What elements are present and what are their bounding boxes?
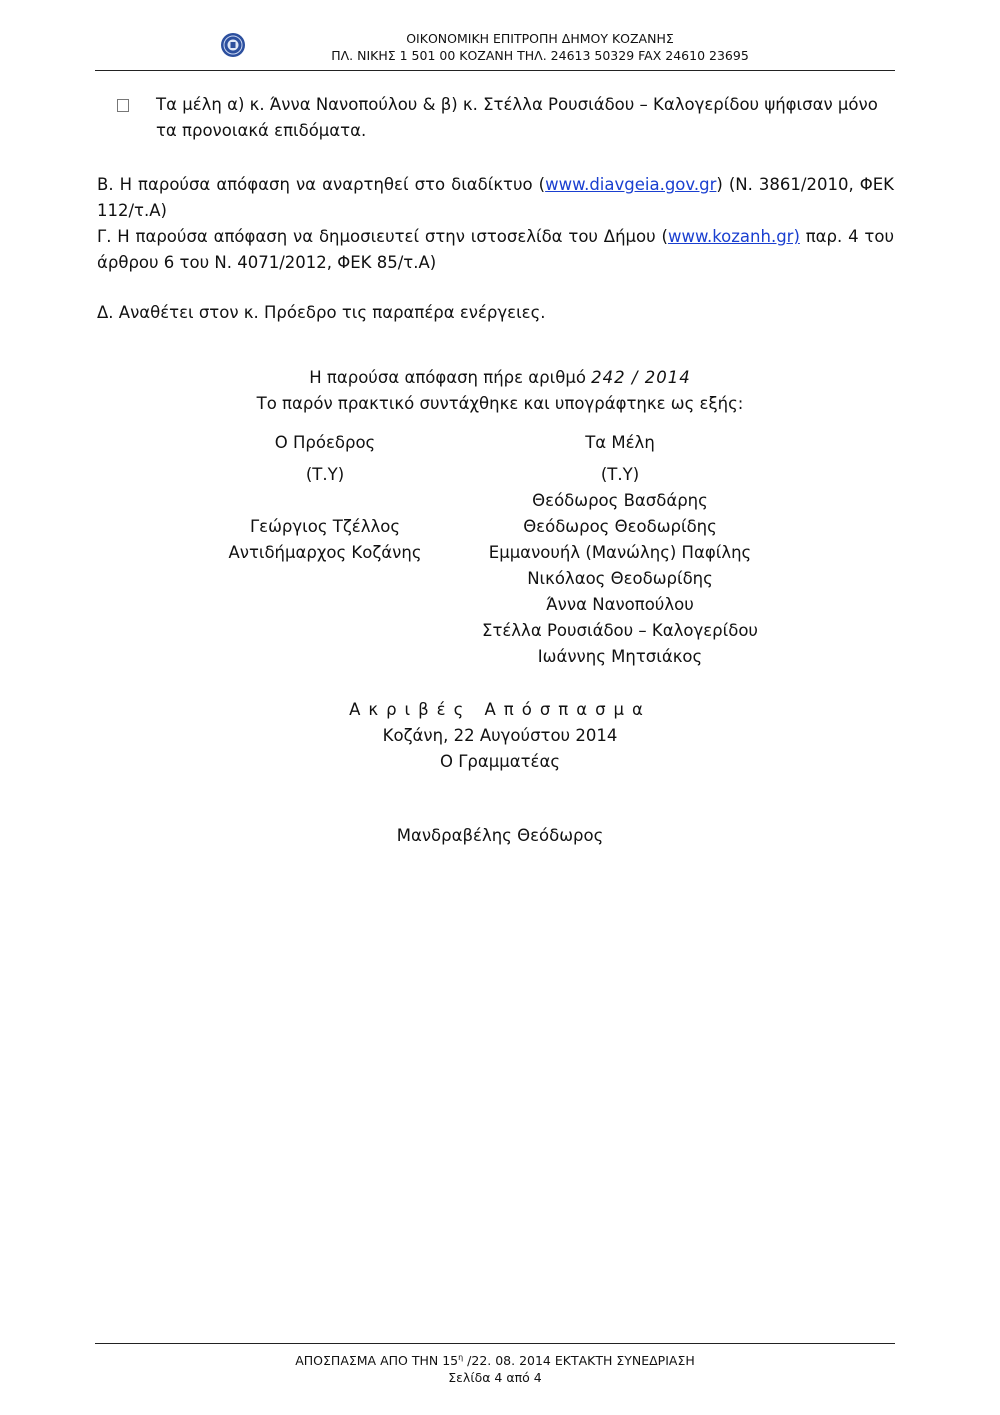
member-name: Άννα Νανοπούλου [546, 595, 694, 614]
members-ty: (Τ.Υ) [600, 465, 640, 484]
header-title: ΟΙΚΟΝΟΜΙΚΗ ΕΠΙΤΡΟΠΗ ΔΗΜΟΥ ΚΟΖΑΝΗΣ [406, 31, 674, 46]
decision-number-line [0, 365, 1000, 391]
secretary-title: Ο Γραμματέας [439, 752, 561, 771]
place-date: Κοζάνη, 22 Αυγούστου 2014 [382, 726, 618, 745]
paragraph-b [97, 172, 894, 224]
president-signature [195, 430, 455, 566]
diavgeia-link[interactable]: www.diavgeia.gov.gr [545, 175, 717, 194]
closing-block [0, 697, 1000, 775]
exact-extract-title: Ακριβές Απόσπασμα [349, 700, 651, 719]
member-name: Νικόλαος Θεοδωρίδης [527, 569, 713, 588]
header-contact: ΠΛ. ΝΙΚΗΣ 1 501 00 ΚΟΖΑΝΗ ΤΗΛ. 24613 50329 FAX 24610 23695 [331, 48, 749, 63]
page-header [95, 28, 895, 71]
member-name: Εμμανουήλ (Μανώλης) Παφίλης [488, 543, 752, 562]
bullet-text: Τα μέλη α) κ. Άννα Νανοπούλου & β) κ. Στέλλα Ρουσιάδου – Καλογερίδου ψήφισαν μόνο τα προνοιακά επιδόματα. [156, 95, 878, 140]
paragraph-g-ref: παρ. 4 του άρθρου 6 του Ν. 4071/2012, ΦΕΚ 85/τ.Α) [97, 227, 895, 272]
member-name: Θεόδωρος Θεοδωρίδης [523, 517, 717, 536]
paragraph-g-text: Γ. Η παρούσα απόφαση να δημοσιευτεί στην ιστοσελίδα του Δήμου ( [97, 227, 668, 246]
footer-session [95, 1349, 895, 1369]
bullet-box-icon [117, 99, 129, 112]
footer-ordinal: η [458, 1353, 464, 1362]
decision-number-block [0, 365, 1000, 417]
minutes-statement: Το παρόν πρακτικό συντάχθηκε και υπογράφτηκε ως εξής: [256, 394, 744, 413]
president-name: Γεώργιος Τζέλλος [249, 517, 401, 536]
members-title: Τα Μέλη [585, 433, 655, 452]
member-name: Στέλλα Ρουσιάδου – Καλογερίδου [482, 621, 758, 640]
kozanh-link[interactable]: www.kozanh.gr) [667, 227, 800, 246]
president-role: Αντιδήμαρχος Κοζάνης [228, 543, 422, 562]
president-ty: (Τ.Υ) [305, 465, 345, 484]
paragraph-g [97, 224, 894, 276]
decision-number-label: Η παρούσα απόφαση πήρε αριθμό [309, 368, 592, 387]
footer-session-prefix: ΑΠΟΣΠΑΣΜΑ ΑΠΟ ΤΗΝ 15 [295, 1353, 459, 1369]
decision-number: 242 / 2014 [591, 368, 691, 387]
page-number: Σελίδα 4 από 4 [448, 1370, 542, 1386]
paragraph-d: Δ. Αναθέτει στον κ. Πρόεδρο τις παραπέρα ενέργειες. [97, 303, 546, 322]
bullet-item [97, 92, 894, 144]
footer-session-date: /22. 08. 2014 ΕΚΤΑΚΤΗ ΣΥΝΕΔΡΙΑΣΗ [463, 1353, 695, 1369]
member-name: Θεόδωρος Βασδάρης [532, 491, 708, 510]
secretary-name: Μανδραβέλης Θεόδωρος [396, 826, 604, 845]
page-footer [95, 1343, 895, 1386]
decision-body [97, 92, 894, 326]
paragraph-b-text: Β. Η παρούσα απόφαση να αναρτηθεί στο διαδίκτυο ( [97, 175, 546, 194]
member-name: Ιωάννης Μητσιάκος [537, 647, 703, 666]
president-title: Ο Πρόεδρος [274, 433, 376, 452]
paragraph-b-ref: ) (Ν. 3861/2010, ΦΕΚ 112/τ.Α) [97, 175, 894, 220]
members-signature [460, 430, 780, 670]
